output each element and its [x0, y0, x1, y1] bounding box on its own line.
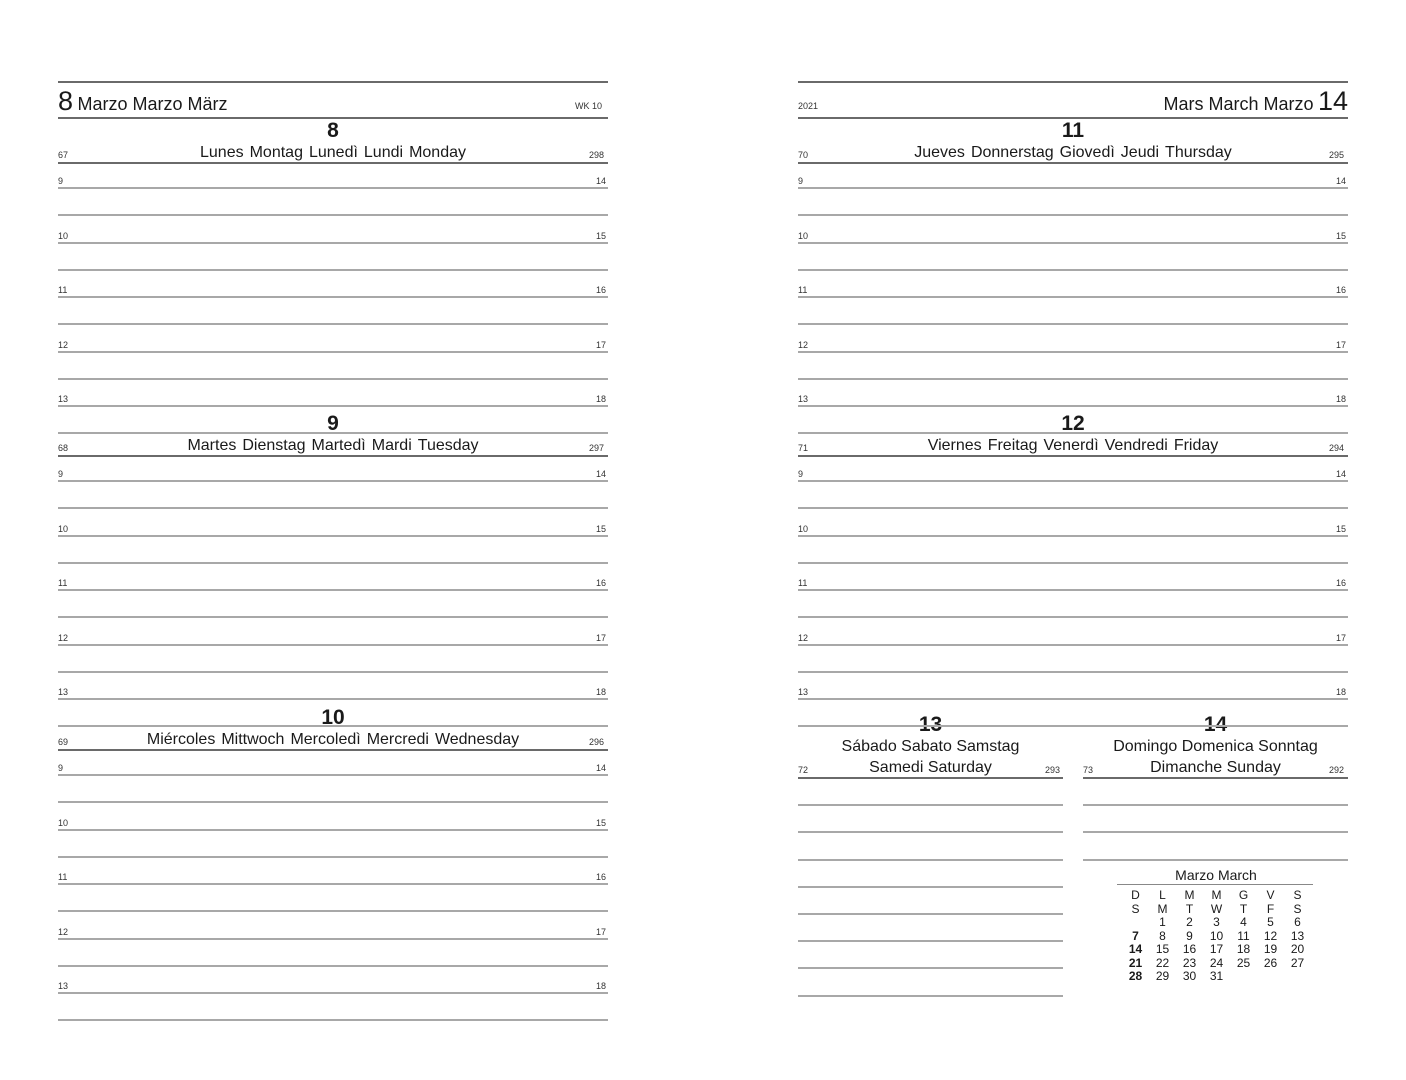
writing-line [798, 886, 1063, 888]
writing-line [798, 589, 1348, 591]
day-of-year: 73 [1083, 765, 1094, 775]
writing-line [798, 296, 1348, 298]
writing-line [798, 995, 1063, 997]
writing-line [58, 351, 608, 353]
writing-line [58, 296, 608, 298]
weekday-letter: M [1184, 888, 1195, 902]
writing-line [58, 801, 608, 803]
day-rule [798, 455, 1348, 457]
writing-line [58, 562, 608, 564]
calendar-date: 20 [1290, 942, 1305, 956]
writing-line [58, 774, 608, 776]
hour-label: 16 [596, 285, 607, 296]
calendar-date: 26 [1263, 955, 1278, 970]
calendar-date: 16 [1182, 942, 1197, 956]
mini-calendar-rule [1117, 884, 1313, 885]
day-name: Martes [187, 437, 237, 454]
hour-label: 13 [798, 687, 809, 698]
weekday-letter: D [1131, 888, 1140, 902]
day-names-line1: Sábado Sabato Samstag [841, 738, 1020, 755]
calendar-date: 31 [1209, 969, 1224, 983]
hour-label: 14 [596, 176, 607, 186]
calendar-date: 8 [1159, 928, 1166, 943]
hour-label: 17 [1336, 632, 1347, 643]
writing-line [798, 913, 1063, 915]
day-number: 9 [327, 412, 339, 435]
days-remaining: 295 [1329, 150, 1345, 160]
day-name: Wednesday [434, 731, 520, 748]
writing-line [58, 507, 608, 509]
day-name: Tuesday [417, 437, 479, 454]
day-number: 14 [1203, 713, 1228, 736]
hour-label: 12 [798, 339, 809, 350]
day-name: Venerdì [1043, 437, 1099, 454]
writing-line [58, 829, 608, 831]
writing-line [798, 269, 1348, 271]
day-name: Freitag [987, 437, 1038, 454]
writing-line [58, 856, 608, 858]
hour-label: 14 [1336, 176, 1347, 186]
weekday-letter: V [1266, 888, 1275, 902]
days-remaining: 293 [1045, 765, 1061, 775]
writing-line [798, 507, 1348, 509]
calendar-date: 18 [1236, 942, 1251, 956]
top-rule [798, 81, 1348, 83]
calendar-date: 4 [1240, 915, 1247, 929]
writing-line [58, 644, 608, 646]
day-name: Montag [249, 144, 303, 161]
day-name: Miércoles [146, 731, 216, 748]
writing-line [58, 698, 608, 700]
day-name: Lunes [200, 144, 244, 161]
hour-label: 18 [596, 394, 607, 405]
day-rule [58, 749, 608, 751]
hour-label: 10 [58, 817, 69, 828]
day-rule [798, 777, 1063, 779]
calendar-date: 29 [1155, 969, 1170, 983]
hour-label: 18 [1336, 394, 1347, 405]
day-of-year: 69 [58, 737, 69, 747]
day-of-year: 70 [798, 150, 809, 160]
calendar-date: 11 [1237, 928, 1250, 943]
day-name: Jueves [914, 144, 965, 161]
days-remaining: 296 [589, 737, 605, 747]
hour-label: 11 [798, 578, 808, 589]
weekday-letter: S [1293, 888, 1302, 902]
writing-line [58, 323, 608, 325]
writing-line [58, 883, 608, 885]
day-of-year: 67 [58, 150, 69, 160]
writing-line [798, 535, 1348, 537]
day-name: Donnerstag [970, 144, 1054, 161]
hour-label: 17 [596, 926, 607, 937]
header-day-number: 8 [58, 86, 74, 116]
day-name: Friday [1173, 437, 1219, 454]
day-name: Thursday [1165, 144, 1232, 161]
day-name: Viernes [927, 437, 982, 454]
calendar-header-row [1122, 889, 1311, 903]
writing-line [58, 187, 608, 189]
day-rule [58, 455, 608, 457]
hour-label: 14 [596, 763, 607, 773]
day-rule [1083, 777, 1348, 779]
writing-line [798, 940, 1063, 942]
hour-label: 13 [58, 687, 69, 698]
calendar-date: 17 [1209, 942, 1224, 956]
calendar-date: 25 [1236, 955, 1251, 970]
mini-calendar-title: Marzo March [1175, 867, 1257, 883]
hour-label: 16 [596, 872, 607, 883]
header-months: Marzo Marzo März [77, 94, 228, 114]
writing-line [58, 910, 608, 912]
day-name: Vendredi [1104, 437, 1168, 454]
weekday-letter: T [1239, 901, 1248, 916]
hour-label: 15 [1336, 523, 1347, 534]
writing-line [58, 214, 608, 216]
hour-label: 10 [58, 230, 69, 241]
days-remaining: 298 [589, 150, 605, 160]
writing-line [58, 965, 608, 967]
writing-line [798, 804, 1063, 806]
writing-line [58, 616, 608, 618]
calendar-date: 6 [1294, 915, 1301, 929]
calendar-week-row [1122, 916, 1311, 930]
writing-line [58, 242, 608, 244]
writing-line [798, 859, 1063, 861]
calendar-header-row [1122, 903, 1311, 917]
day-names [58, 144, 608, 162]
header-months: Mars March Marzo [1163, 94, 1314, 114]
weekday-letter: M [1211, 888, 1222, 902]
day-name: Lundi [363, 144, 404, 161]
calendar-date: 1 [1159, 915, 1166, 929]
writing-line [798, 432, 1348, 434]
day-name: Mittwoch [221, 731, 285, 748]
day-names-line2: Dimanche Sunday [1150, 759, 1281, 776]
day-names-line1: Domingo Domenica Sonntag [1113, 738, 1318, 755]
writing-line [798, 698, 1348, 700]
hour-label: 17 [1336, 339, 1347, 350]
hour-label: 12 [58, 926, 69, 937]
hour-label: 12 [58, 339, 69, 350]
writing-line [798, 671, 1348, 673]
day-name: Jeudi [1120, 144, 1160, 161]
hour-label: 18 [596, 687, 607, 698]
writing-line [798, 405, 1348, 407]
hour-label: 11 [58, 578, 68, 589]
day-name: Martedì [311, 437, 366, 454]
calendar-date: 15 [1155, 942, 1170, 956]
writing-line [798, 187, 1348, 189]
writing-line [58, 1019, 608, 1021]
hour-label: 16 [1336, 578, 1347, 589]
hour-label: 13 [798, 394, 809, 405]
writing-line [1083, 831, 1348, 833]
writing-line [798, 616, 1348, 618]
writing-line [58, 535, 608, 537]
hour-label: 16 [596, 578, 607, 589]
weekday-letter: L [1159, 888, 1166, 902]
mini-calendar [1122, 889, 1311, 984]
hour-label: 11 [798, 285, 808, 296]
day-rule [58, 162, 608, 164]
writing-line [798, 242, 1348, 244]
hour-label: 15 [596, 523, 607, 534]
day-of-year: 71 [798, 443, 809, 453]
day-name: Lunedì [308, 144, 358, 161]
weekday-letter: F [1266, 901, 1275, 916]
writing-line [798, 644, 1348, 646]
writing-line [798, 831, 1063, 833]
days-remaining: 294 [1329, 443, 1345, 453]
hour-label: 11 [58, 872, 68, 883]
day-name: Mercredi [366, 731, 429, 748]
day-name: Giovedì [1059, 144, 1115, 161]
hour-label: 18 [596, 981, 607, 992]
weekday-letter: S [1293, 901, 1302, 916]
day-of-year: 72 [798, 765, 809, 775]
day-names [58, 437, 608, 455]
calendar-date: 14 [1128, 942, 1143, 956]
day-names [58, 731, 608, 749]
day-number: 12 [1061, 412, 1085, 435]
hour-label: 12 [58, 632, 69, 643]
calendar-date: 24 [1209, 955, 1224, 970]
header-day-number: 14 [1317, 86, 1348, 116]
writing-line [798, 967, 1063, 969]
calendar-date: 13 [1290, 928, 1305, 943]
hour-label: 10 [798, 230, 809, 241]
day-name: Monday [409, 144, 466, 161]
hour-label: 17 [596, 339, 607, 350]
calendar-date: 27 [1290, 955, 1305, 970]
hour-label: 15 [596, 817, 607, 828]
writing-line [58, 432, 608, 434]
calendar-date: 7 [1132, 928, 1139, 943]
calendar-date: 5 [1267, 915, 1274, 929]
day-of-year: 68 [58, 443, 69, 453]
day-name: Mardi [371, 437, 412, 454]
writing-line [798, 351, 1348, 353]
header-year: 2021 [798, 101, 819, 111]
hour-label: 15 [1336, 230, 1347, 241]
writing-line [1083, 804, 1348, 806]
writing-line [1083, 859, 1348, 861]
day-number: 10 [321, 706, 345, 729]
weekday-letter: T [1185, 901, 1194, 916]
writing-line [798, 378, 1348, 380]
day-rule [798, 162, 1348, 164]
hour-label: 13 [58, 394, 69, 405]
calendar-date: 23 [1182, 955, 1197, 970]
hour-label: 18 [1336, 687, 1347, 698]
calendar-date: 9 [1186, 928, 1193, 943]
day-names-line2: Samedi Saturday [869, 759, 992, 776]
calendar-date: 10 [1209, 928, 1224, 943]
day-names [798, 437, 1348, 455]
writing-line [58, 589, 608, 591]
day-number: 13 [918, 713, 943, 736]
calendar-date [1122, 916, 1149, 930]
days-remaining: 292 [1329, 765, 1345, 775]
writing-line [58, 405, 608, 407]
hour-label: 9 [58, 763, 64, 773]
hour-label: 16 [1336, 285, 1347, 296]
hour-label: 10 [798, 523, 809, 534]
calendar-date: 2 [1186, 915, 1193, 929]
day-names [798, 144, 1348, 162]
writing-line [798, 725, 1348, 727]
weekday-letter: W [1210, 901, 1223, 916]
writing-line [58, 992, 608, 994]
right-header [1163, 88, 1348, 115]
day-name: Mercoledì [290, 731, 361, 748]
calendar-date: 19 [1263, 942, 1278, 956]
calendar-date: 12 [1263, 928, 1278, 943]
calendar-week-row [1122, 930, 1311, 944]
calendar-date: 21 [1128, 955, 1143, 970]
left-header [58, 88, 228, 115]
weekday-letter: G [1238, 888, 1249, 902]
calendar-date [1230, 970, 1257, 984]
hour-label: 14 [596, 469, 607, 479]
writing-line [58, 671, 608, 673]
hour-label: 11 [58, 285, 68, 296]
hour-label: 15 [596, 230, 607, 241]
day-number: 8 [327, 119, 339, 142]
calendar-week-row [1122, 943, 1311, 957]
writing-line [798, 480, 1348, 482]
writing-line [798, 562, 1348, 564]
week-number: WK 10 [575, 101, 603, 111]
writing-line [58, 378, 608, 380]
calendar-date: 3 [1213, 915, 1220, 929]
calendar-date: 28 [1128, 969, 1143, 983]
days-remaining: 297 [589, 443, 605, 453]
writing-line [58, 938, 608, 940]
calendar-date: 22 [1155, 955, 1170, 970]
hour-label: 9 [58, 469, 64, 479]
hour-label: 9 [798, 469, 804, 479]
calendar-date [1284, 970, 1311, 984]
calendar-date [1257, 970, 1284, 984]
hour-label: 12 [798, 632, 809, 643]
writing-line [798, 323, 1348, 325]
hour-label: 9 [58, 176, 64, 186]
weekday-letter: M [1157, 901, 1168, 916]
day-number: 11 [1061, 119, 1085, 142]
calendar-week-row [1122, 957, 1311, 971]
calendar-date: 30 [1182, 969, 1197, 983]
day-name: Dienstag [242, 437, 306, 454]
hour-label: 10 [58, 523, 69, 534]
hour-label: 17 [596, 632, 607, 643]
writing-line [58, 725, 608, 727]
writing-line [58, 269, 608, 271]
hour-label: 14 [1336, 469, 1347, 479]
calendar-week-row [1122, 970, 1311, 984]
writing-line [798, 214, 1348, 216]
weekday-letter: S [1131, 901, 1140, 916]
hour-label: 9 [798, 176, 804, 186]
hour-label: 13 [58, 981, 69, 992]
top-rule [58, 81, 608, 83]
writing-line [58, 480, 608, 482]
